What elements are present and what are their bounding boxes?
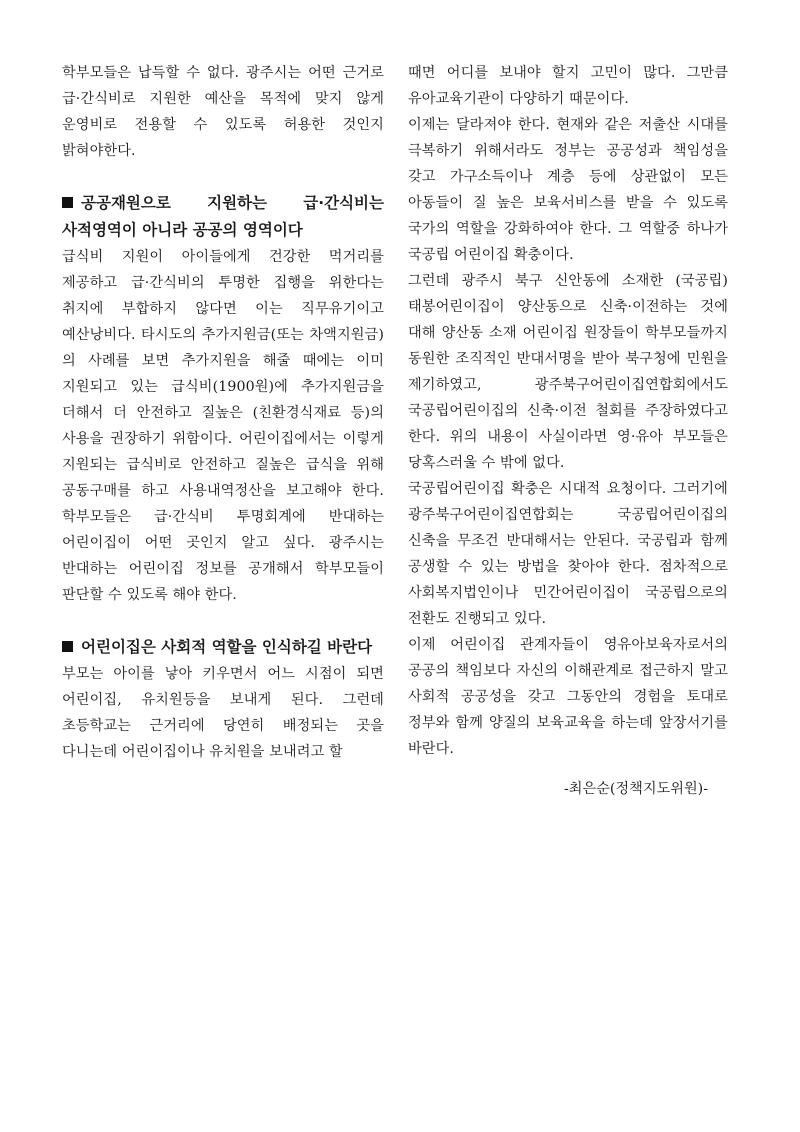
section-heading-text: 어린이집은 사회적 역할을 인식하길 바란다 [81, 638, 373, 656]
black-square-icon [62, 641, 73, 652]
paragraph: 부모는 아이를 낳아 키우면서 어느 시점이 되면 어린이집, 유치원등을 보내게 된다. 그런데 초등학교는 근거리에 당연히 배정되는 곳을 다니는데 어린이집이나 유치원을 보내려고 할 [62, 666, 384, 760]
paragraph: 국공립어린이집 확충은 시대적 요청이다. 그러기에 광주북구어린이집연합회는 국공립어린이집의 신축을 무조건 반대해서는 안된다. 국공립과 함께 공생할 수 있는 방법을 찾아야 한다. 점차적으로 사회복지법인이나 민간어린이집이 국공립으로의 전환도 진행되고 있다. [408, 481, 728, 627]
left-column [62, 60, 384, 765]
right-column [408, 60, 728, 802]
section-heading [62, 190, 384, 244]
black-square-icon [62, 197, 73, 208]
paragraph: 이제 어린이집 관계자들이 영유아보육자로서의 공공의 책임보다 자신의 이해관계로 접근하지 말고 사회적 공공성을 갖고 그동안의 경험을 토대로 정부와 함께 양질의 보육교육을 하는데 앞장서기를 바란다. [408, 637, 728, 757]
paragraph: 이제는 달라져야 한다. 현재와 같은 저출산 시대를 극복하기 위해서라도 정부는 공공성과 책임성을 갖고 가구소득이나 계층 등에 상관없이 모든 아동들이 질 높은 보육서비스를 받을 수 있도록 국가의 역할을 강화하여야 한다. 그 역할중 하나가 국공립 어린이집 확충이다. [408, 117, 728, 263]
paragraph: 급식비 지원이 아이들에게 건강한 먹거리를 제공하고 급·간식비의 투명한 집행을 위한다는 취지에 부합하지 않다면 이는 직무유기이고 예산낭비다. 타시도의 추가지원금(또는 차액지원금)의 사례를 보면 추가지원을 해줄 때에는 이미 지원되고 있는 급식비(1900원)에 추가지원금을 더해서 더 안전하고 질높은 (친환경식재료 등)의 사용을 권장하기 위함이다. 어린이집에서는 이렇게 지원되는 급식비로 안전하고 질높은 급식을 위해 공동구매를 하고 사용내역정산을 보고해야 한다. 학부모들은 급·간식비 투명회계에 반대하는 어린이집이 어떤 곳인지 알고 싶다. 광주시는 반대하는 어린이집 정보를 공개해서 학부모들이 판단할 수 있도록 해야 한다. [62, 249, 384, 603]
section-heading-text: 공공재원으로 지원하는 급·간식비는 사적영역이 아니라 공공의 영역이다 [62, 194, 384, 239]
author-signature: -최은순(정책지도위원)- [563, 781, 708, 797]
paragraph: 그런데 광주시 북구 신안동에 소재한 (국공립)태봉어린이집이 양산동으로 신축·이전하는 것에 대해 양산동 소재 어린이집 원장들이 학부모들까지 동원한 조직적인 반대서명을 받아 북구청에 민원을 제기하였고, 광주북구어린이집연합회에서도 국공립어린이집의 신축·이전 철회를 주장하였다고 한다. 위의 내용이 사실이라면 영·유아 부모들은 당혹스러울 수 밖에 없다. [408, 273, 728, 471]
section-heading [62, 634, 384, 661]
paragraph: 때면 어디를 보내야 할지 고민이 많다. 그만큼 유아교육기관이 다양하기 때문이다. [408, 65, 728, 107]
paragraph: 학부모들은 납득할 수 없다. 광주시는 어떤 근거로 급·간식비로 지원한 예산을 목적에 맞지 않게 운영비로 전용할 수 있도록 허용한 것인지 밝혀야한다. [62, 65, 384, 159]
